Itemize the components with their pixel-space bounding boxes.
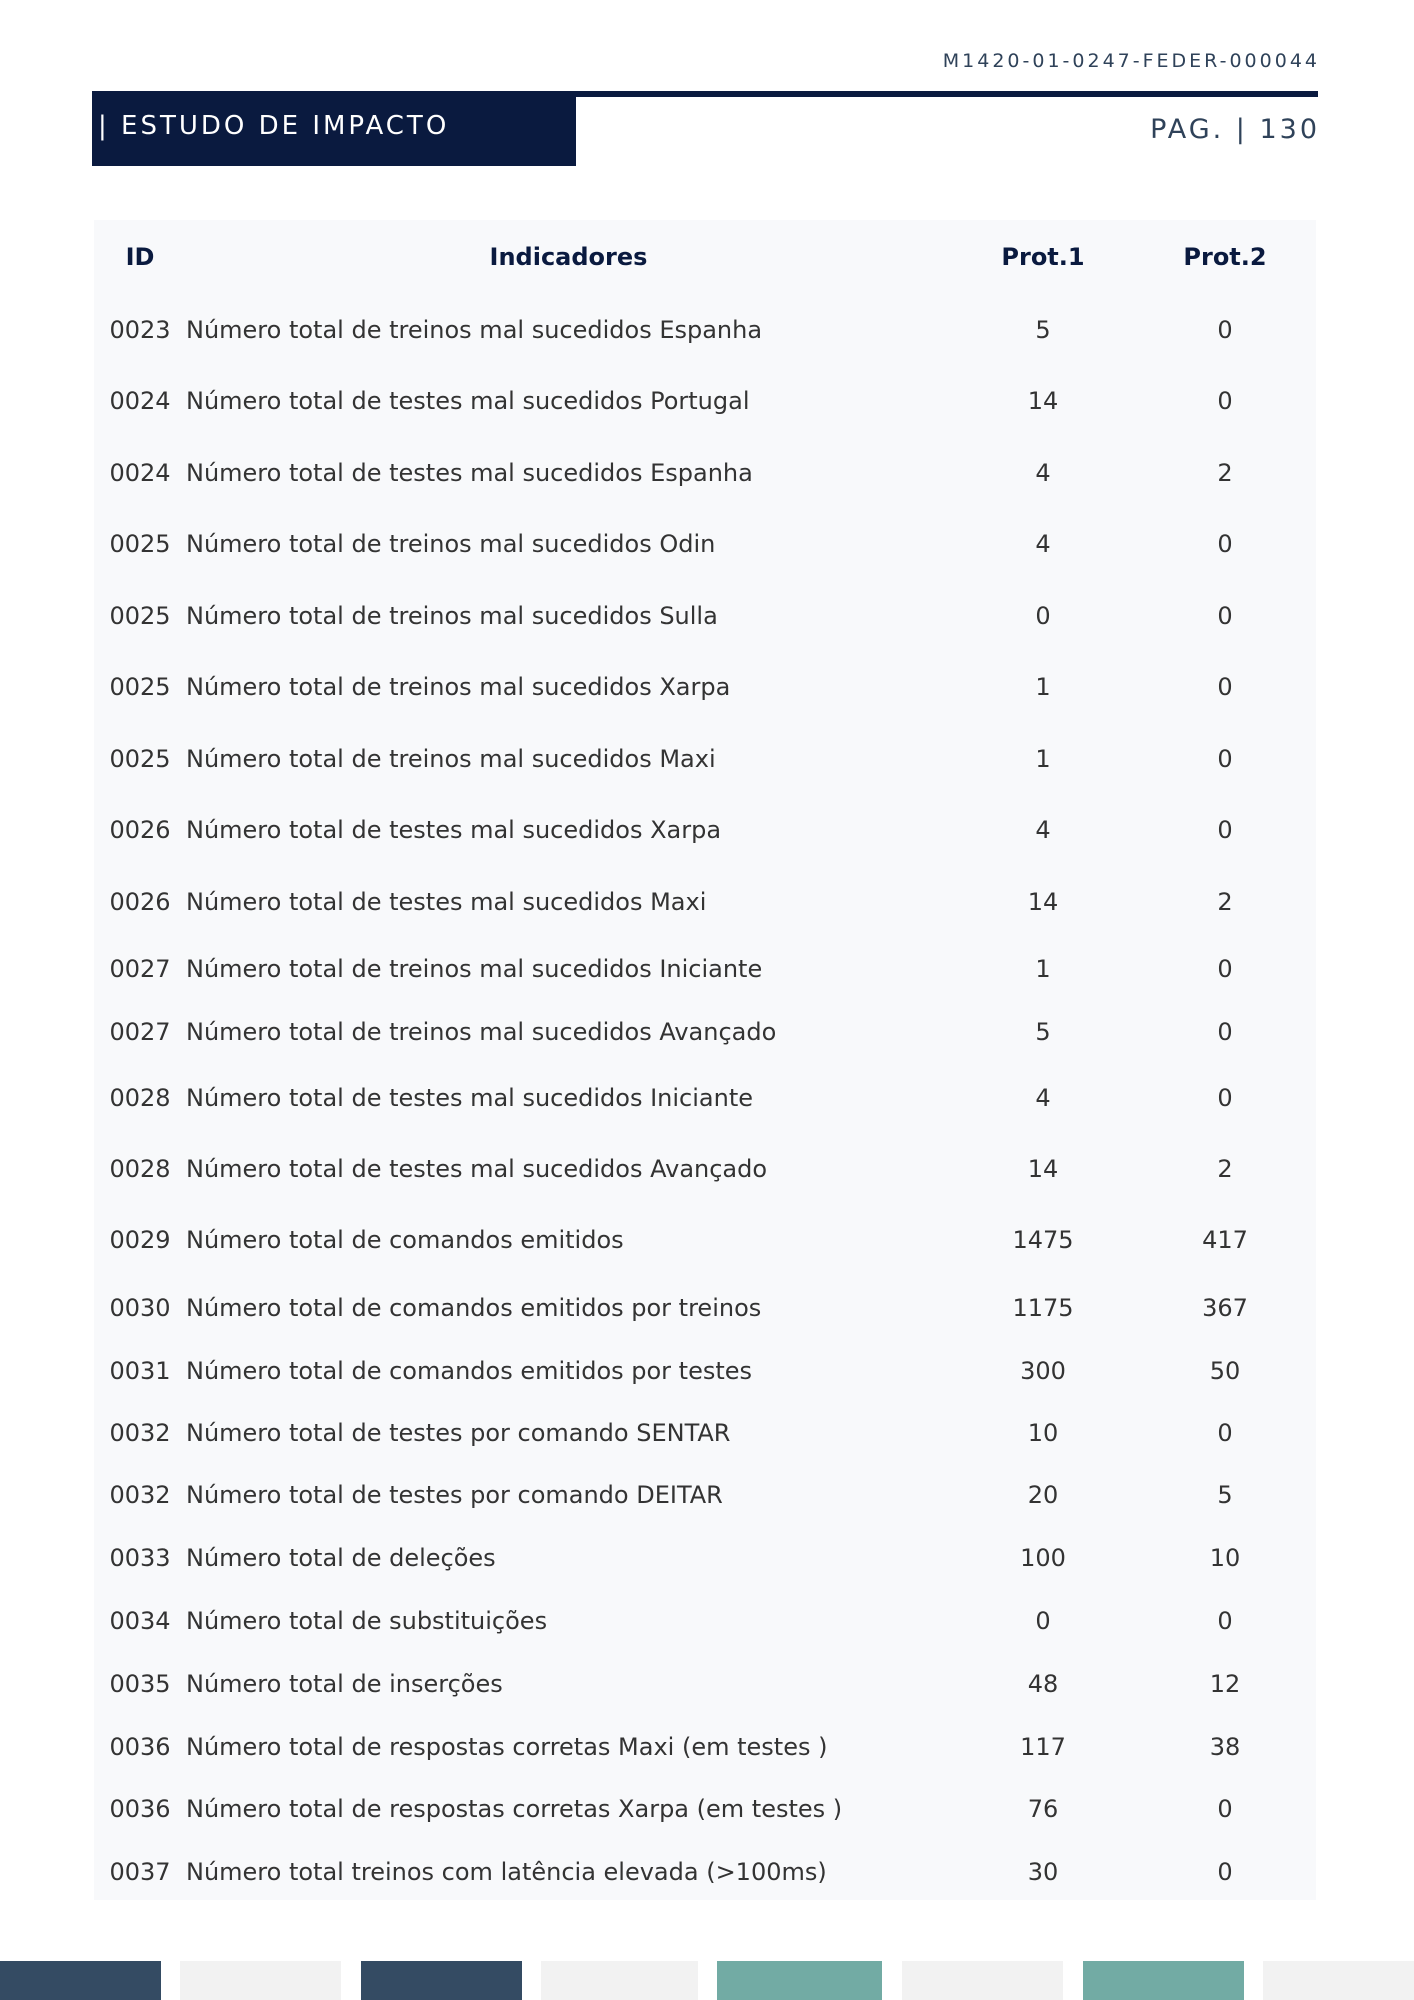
cell-indicator: Número total de treinos mal sucedidos Odin [186, 530, 716, 558]
table-row [94, 866, 1316, 937]
cell-id: 0036 [109, 1795, 171, 1823]
cell-prot2: 0 [1217, 315, 1233, 344]
cell-id: 0037 [109, 1857, 171, 1886]
cell-indicator: Número total de deleções [186, 1544, 496, 1572]
cell-indicator: Número total de comandos emitidos por treinos [186, 1294, 762, 1322]
cell-id: 0036 [109, 1732, 171, 1761]
cell-id: 0031 [109, 1357, 171, 1385]
column-header-indicators: Indicadores [489, 243, 648, 271]
footer-segment [180, 1961, 341, 2000]
indicators-table [94, 220, 1316, 1902]
table-row [94, 1777, 1316, 1841]
cell-prot2: 2 [1217, 887, 1233, 916]
cell-prot1: 1 [1035, 955, 1051, 983]
cell-id: 0027 [109, 955, 171, 983]
table-row [94, 437, 1316, 508]
cell-prot1: 0 [1035, 1607, 1051, 1635]
cell-indicator: Número total de respostas corretas Xarpa (em testes ) [186, 1795, 843, 1823]
cell-id: 0028 [109, 1084, 171, 1112]
cell-prot2: 38 [1209, 1732, 1241, 1761]
footer-segment [361, 1961, 522, 2000]
cell-indicator: Número total treinos com latência elevada (>100ms) [186, 1857, 827, 1886]
cell-prot1: 4 [1035, 458, 1051, 487]
column-header-id: ID [125, 243, 155, 271]
cell-prot1: 1 [1035, 744, 1051, 773]
footer-segment [1263, 1961, 1414, 2000]
cell-id: 0025 [109, 744, 171, 773]
cell-indicator: Número total de testes mal sucedidos Maxi [186, 887, 707, 916]
footer-segment [1083, 1961, 1244, 2000]
footer-color-bar [0, 1961, 1414, 2000]
cell-id: 0024 [109, 458, 171, 487]
column-header-prot2: Prot.2 [1183, 243, 1267, 271]
cell-id: 0025 [109, 601, 171, 630]
table-row [94, 1063, 1316, 1133]
cell-id: 0028 [109, 1154, 171, 1183]
footer-segment [717, 1961, 882, 2000]
cell-prot2: 0 [1217, 1419, 1233, 1447]
cell-prot2: 0 [1217, 744, 1233, 773]
table-row [94, 1526, 1316, 1590]
cell-indicator: Número total de testes mal sucedidos Iniciante [186, 1084, 754, 1112]
table-row [94, 1001, 1316, 1063]
indicators-table-container [94, 220, 1316, 1900]
table-row [94, 294, 1316, 365]
cell-prot2: 0 [1217, 601, 1233, 630]
cell-prot1: 4 [1035, 816, 1051, 844]
table-row [94, 651, 1316, 723]
cell-indicator: Número total de inserções [186, 1670, 503, 1698]
table-row [94, 794, 1316, 866]
cell-prot1: 1 [1035, 673, 1051, 701]
cell-indicator: Número total de testes mal sucedidos Avançado [186, 1154, 768, 1183]
cell-prot1: 14 [1027, 1154, 1059, 1183]
cell-id: 0035 [109, 1670, 171, 1698]
cell-indicator: Número total de comandos emitidos [186, 1226, 624, 1254]
document-code: M1420-01-0247-FEDER-000044 [942, 50, 1320, 72]
table-row [94, 1276, 1316, 1340]
cell-id: 0029 [109, 1226, 171, 1254]
cell-indicator: Número total de treinos mal sucedidos Iniciante [186, 955, 763, 983]
cell-prot1: 1475 [1012, 1226, 1074, 1254]
page-number: PAG. | 130 [1150, 114, 1320, 145]
cell-prot2: 367 [1202, 1294, 1248, 1322]
section-title: | ESTUDO DE IMPACTO [92, 91, 576, 166]
column-header-prot1: Prot.1 [1001, 243, 1085, 271]
table-row [94, 580, 1316, 651]
cell-prot2: 0 [1217, 387, 1233, 415]
table-row [94, 1716, 1316, 1777]
cell-indicator: Número total de substituições [186, 1607, 548, 1635]
table-row [94, 1402, 1316, 1464]
cell-prot1: 4 [1035, 1084, 1051, 1112]
cell-indicator: Número total de treinos mal sucedidos Avançado [186, 1018, 777, 1046]
cell-prot1: 48 [1027, 1670, 1059, 1698]
table-row [94, 365, 1316, 437]
cell-id: 0034 [109, 1607, 171, 1635]
footer-segment [902, 1961, 1063, 2000]
cell-prot1: 10 [1027, 1419, 1059, 1447]
cell-prot1: 14 [1027, 887, 1059, 916]
table-row [94, 1590, 1316, 1652]
cell-indicator: Número total de testes mal sucedidos Portugal [186, 387, 750, 415]
cell-prot2: 0 [1217, 673, 1233, 701]
cell-indicator: Número total de testes por comando SENTAR [186, 1419, 731, 1447]
cell-id: 0024 [109, 387, 171, 415]
cell-prot2: 12 [1209, 1670, 1241, 1698]
cell-indicator: Número total de comandos emitidos por testes [186, 1357, 753, 1385]
cell-prot1: 30 [1027, 1857, 1059, 1886]
cell-id: 0026 [109, 887, 171, 916]
cell-id: 0026 [109, 816, 171, 844]
cell-id: 0032 [109, 1481, 171, 1509]
table-body [94, 294, 1316, 1902]
footer-segment [541, 1961, 698, 2000]
cell-id: 0025 [109, 673, 171, 701]
cell-id: 0025 [109, 530, 171, 558]
cell-indicator: Número total de treinos mal sucedidos Espanha [186, 315, 763, 344]
cell-prot2: 0 [1217, 1857, 1233, 1886]
cell-prot2: 50 [1209, 1357, 1241, 1385]
cell-indicator: Número total de treinos mal sucedidos Maxi [186, 744, 716, 773]
cell-id: 0027 [109, 1018, 171, 1046]
cell-id: 0023 [109, 315, 171, 344]
cell-prot1: 5 [1035, 315, 1051, 344]
cell-prot1: 1175 [1012, 1294, 1074, 1322]
footer-segment [0, 1961, 161, 2000]
cell-prot2: 0 [1217, 1084, 1233, 1112]
cell-prot2: 2 [1217, 458, 1233, 487]
cell-id: 0032 [109, 1419, 171, 1447]
cell-prot2: 5 [1217, 1481, 1233, 1509]
cell-prot1: 100 [1020, 1544, 1066, 1572]
cell-prot2: 0 [1217, 1018, 1233, 1046]
table-row [94, 1204, 1316, 1276]
table-row [94, 1340, 1316, 1402]
cell-prot1: 20 [1027, 1481, 1059, 1509]
cell-indicator: Número total de respostas corretas Maxi (em testes ) [186, 1732, 828, 1761]
table-row [94, 1652, 1316, 1716]
cell-prot2: 10 [1209, 1544, 1241, 1572]
cell-indicator: Número total de treinos mal sucedidos Xarpa [186, 673, 731, 701]
cell-prot2: 0 [1217, 1795, 1233, 1823]
cell-prot2: 0 [1217, 1607, 1233, 1635]
table-row [94, 1133, 1316, 1204]
cell-indicator: Número total de testes por comando DEITAR [186, 1481, 723, 1509]
cell-indicator: Número total de testes mal sucedidos Espanha [186, 458, 753, 487]
cell-prot1: 5 [1035, 1018, 1051, 1046]
cell-prot1: 300 [1020, 1357, 1066, 1385]
cell-prot1: 76 [1027, 1795, 1059, 1823]
table-row [94, 508, 1316, 580]
cell-indicator: Número total de testes mal sucedidos Xarpa [186, 816, 722, 844]
cell-prot2: 2 [1217, 1154, 1233, 1183]
cell-id: 0033 [109, 1544, 171, 1572]
cell-prot2: 0 [1217, 816, 1233, 844]
cell-indicator: Número total de treinos mal sucedidos Sulla [186, 601, 718, 630]
cell-id: 0030 [109, 1294, 171, 1322]
table-row [94, 937, 1316, 1001]
table-row [94, 723, 1316, 794]
cell-prot2: 417 [1202, 1226, 1248, 1254]
cell-prot1: 117 [1020, 1732, 1066, 1761]
cell-prot2: 0 [1217, 955, 1233, 983]
table-row [94, 1464, 1316, 1526]
cell-prot1: 4 [1035, 530, 1051, 558]
cell-prot2: 0 [1217, 530, 1233, 558]
cell-prot1: 0 [1035, 601, 1051, 630]
table-row [94, 1841, 1316, 1902]
header-rule [576, 91, 1318, 97]
table-header-row [94, 220, 1316, 294]
cell-prot1: 14 [1027, 387, 1059, 415]
